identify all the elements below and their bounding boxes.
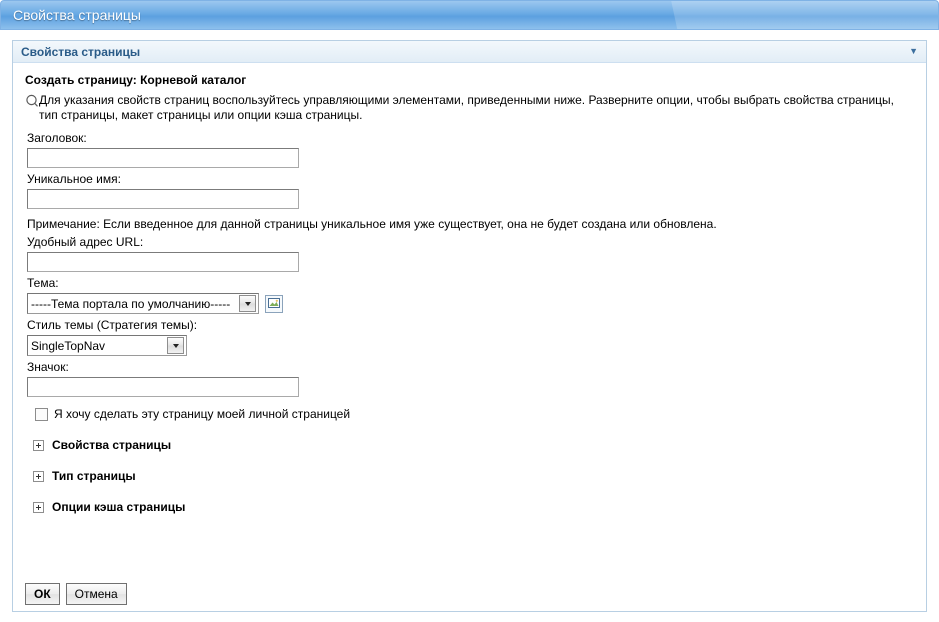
page-properties-panel — [12, 40, 927, 612]
cancel-button[interactable]: Отмена — [66, 583, 127, 605]
personal-page-checkbox[interactable] — [35, 408, 48, 421]
dialog-buttons — [25, 583, 133, 605]
unique-name-note: Примечание: Если введенное для данной страницы уникальное имя уже существует, она не будет создана или обновлена. — [27, 217, 717, 231]
help-row — [25, 93, 916, 123]
unique-name-input[interactable] — [27, 189, 299, 209]
expander-label: Свойства страницы — [52, 438, 172, 452]
theme-style-row — [27, 335, 916, 356]
expander-page-type[interactable] — [33, 469, 916, 483]
title-label: Заголовок: — [27, 131, 87, 145]
url-label: Удобный адрес URL: — [27, 235, 144, 249]
theme-label: Тема: — [27, 276, 59, 290]
theme-style-select-value: SingleTopNav — [31, 338, 106, 353]
unique-name-label: Уникальное имя: — [27, 172, 121, 186]
theme-style-select[interactable] — [27, 335, 187, 356]
expander-page-cache-options[interactable] — [33, 500, 916, 514]
theme-style-label: Стиль темы (Стратегия темы): — [27, 318, 198, 332]
help-icon — [25, 94, 39, 108]
ok-button[interactable]: ОК — [25, 583, 60, 605]
icon-input[interactable] — [27, 377, 299, 397]
expander-page-properties[interactable] — [33, 438, 916, 452]
panel-body — [13, 63, 926, 611]
expander-label: Тип страницы — [52, 469, 136, 483]
chevron-down-icon[interactable] — [167, 337, 184, 354]
plus-icon[interactable] — [33, 471, 44, 482]
theme-row — [27, 293, 916, 314]
icon-label: Значок: — [27, 360, 69, 374]
title-input[interactable] — [27, 148, 299, 168]
theme-picker-icon[interactable] — [265, 295, 283, 313]
panel-header — [13, 41, 926, 63]
plus-icon[interactable] — [33, 502, 44, 513]
window-title: Свойства страницы — [13, 7, 141, 23]
expander-label: Опции кэша страницы — [52, 500, 186, 514]
personal-page-row[interactable] — [35, 407, 916, 421]
theme-select-value: -----Тема портала по умолчанию----- — [31, 296, 231, 311]
window-titlebar — [0, 0, 939, 30]
theme-select[interactable] — [27, 293, 259, 314]
panel-header-title: Свойства страницы — [21, 44, 141, 59]
plus-icon[interactable] — [33, 440, 44, 451]
friendly-url-input[interactable] — [27, 252, 299, 272]
window-body — [0, 30, 939, 622]
chevron-down-icon[interactable] — [239, 295, 256, 312]
personal-page-label: Я хочу сделать эту страницу моей личной страницей — [54, 407, 351, 421]
help-text: Для указания свойств страниц воспользуйтесь управляющими элементами, приведенными ниже. Разверните опции, чтобы выбрать свойства страницы, тип страницы, макет страницы или опции кэша страницы. — [39, 93, 895, 122]
create-page-heading: Создать страницу: Корневой каталог — [25, 73, 247, 87]
chevron-down-icon[interactable]: ▼ — [909, 46, 918, 56]
